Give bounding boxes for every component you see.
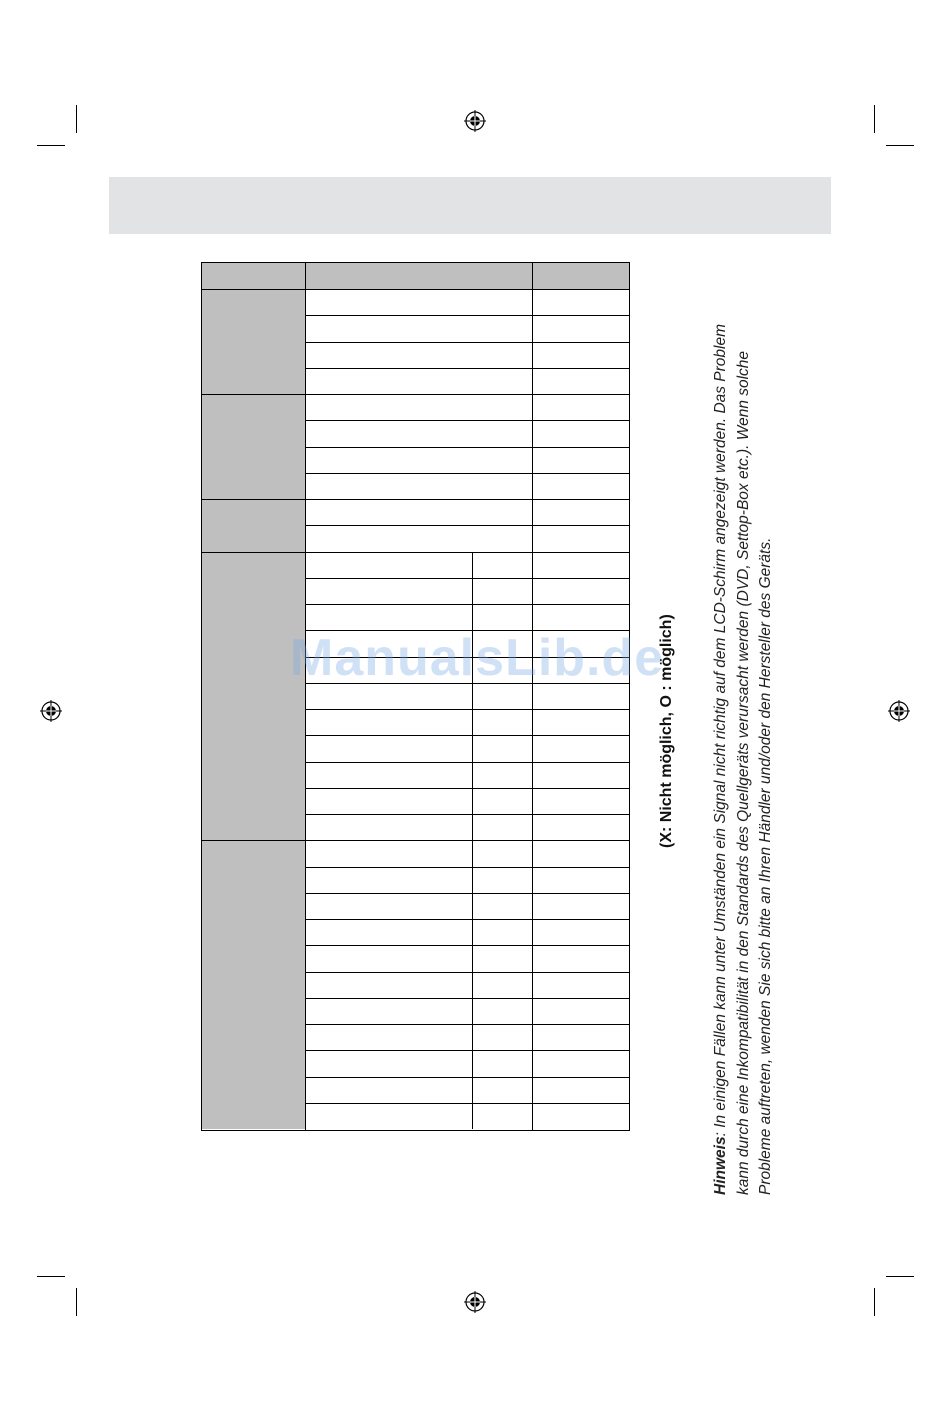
table-row-line: [305, 1103, 629, 1104]
table-group-cell: [202, 289, 305, 394]
note-label: Hinweis: [712, 1136, 729, 1195]
table-header-row: [202, 263, 629, 289]
table-row-line: [202, 840, 629, 841]
crop-mark: [886, 1276, 914, 1277]
note-line-1: : In einigen Fällen kann unter Umständen ein Signal nicht richtig auf dem LCD-Schirm angezeigt werden. Das Problem: [712, 323, 729, 1137]
table-group-cell: [202, 840, 305, 1129]
table-row-line: [305, 315, 629, 316]
table-row-line: [305, 578, 629, 579]
watermark: ManualsLib.de: [290, 629, 665, 687]
registration-mark-icon: [888, 700, 910, 722]
registration-mark-icon: [464, 1291, 486, 1313]
legend-text: (X: Nicht möglich, O : möglich): [658, 614, 675, 848]
crop-mark: [37, 1276, 65, 1277]
table-divider: [202, 289, 629, 290]
table-group-cell: [202, 499, 305, 552]
table-row-line: [202, 394, 629, 395]
crop-mark: [76, 105, 77, 133]
table-row-line: [305, 1050, 629, 1051]
note-line-2: kann durch eine Inkompatibilität in den Standards des Quellgeräts verursacht werden (DVD, Settop-Box etc.). Wenn solche: [734, 350, 752, 1195]
table-row-line: [305, 1077, 629, 1078]
table-row-line: [305, 709, 629, 710]
table-row-line: [305, 919, 629, 920]
crop-mark: [37, 145, 65, 146]
table-row-line: [305, 368, 629, 369]
crop-mark: [886, 145, 914, 146]
table-row-line: [305, 998, 629, 999]
table-row-line: [305, 945, 629, 946]
crop-mark: [874, 1288, 875, 1316]
table-row-line: [305, 814, 629, 815]
table-row-line: [305, 473, 629, 474]
table-row-line: [305, 893, 629, 894]
table-row-line: [202, 499, 629, 500]
note-paragraph: [710, 235, 774, 1195]
table-row-line: [305, 525, 629, 526]
registration-mark-icon: [40, 700, 62, 722]
table-row-line: [305, 1024, 629, 1025]
registration-mark-icon: [464, 110, 486, 132]
table-row-line: [305, 735, 629, 736]
table-row-line: [305, 762, 629, 763]
table-row-line: [305, 420, 629, 421]
crop-mark: [874, 105, 875, 133]
table-row-line: [305, 972, 629, 973]
note-line-3: Probleme auftreten, wenden Sie sich bitte an Ihren Händler und/oder den Hersteller des Geräts.: [757, 537, 774, 1195]
table-row-line: [305, 604, 629, 605]
table-row-line: [202, 552, 629, 553]
crop-mark: [76, 1288, 77, 1316]
table-group-cell: [202, 552, 305, 841]
table-group-cell: [202, 394, 305, 499]
table-row-line: [305, 788, 629, 789]
note-line: [710, 235, 733, 1195]
header-band: [109, 177, 831, 234]
table-row-line: [305, 447, 629, 448]
table-row-line: [305, 342, 629, 343]
signal-compatibility-table: [201, 262, 630, 1131]
table-row-line: [305, 867, 629, 868]
